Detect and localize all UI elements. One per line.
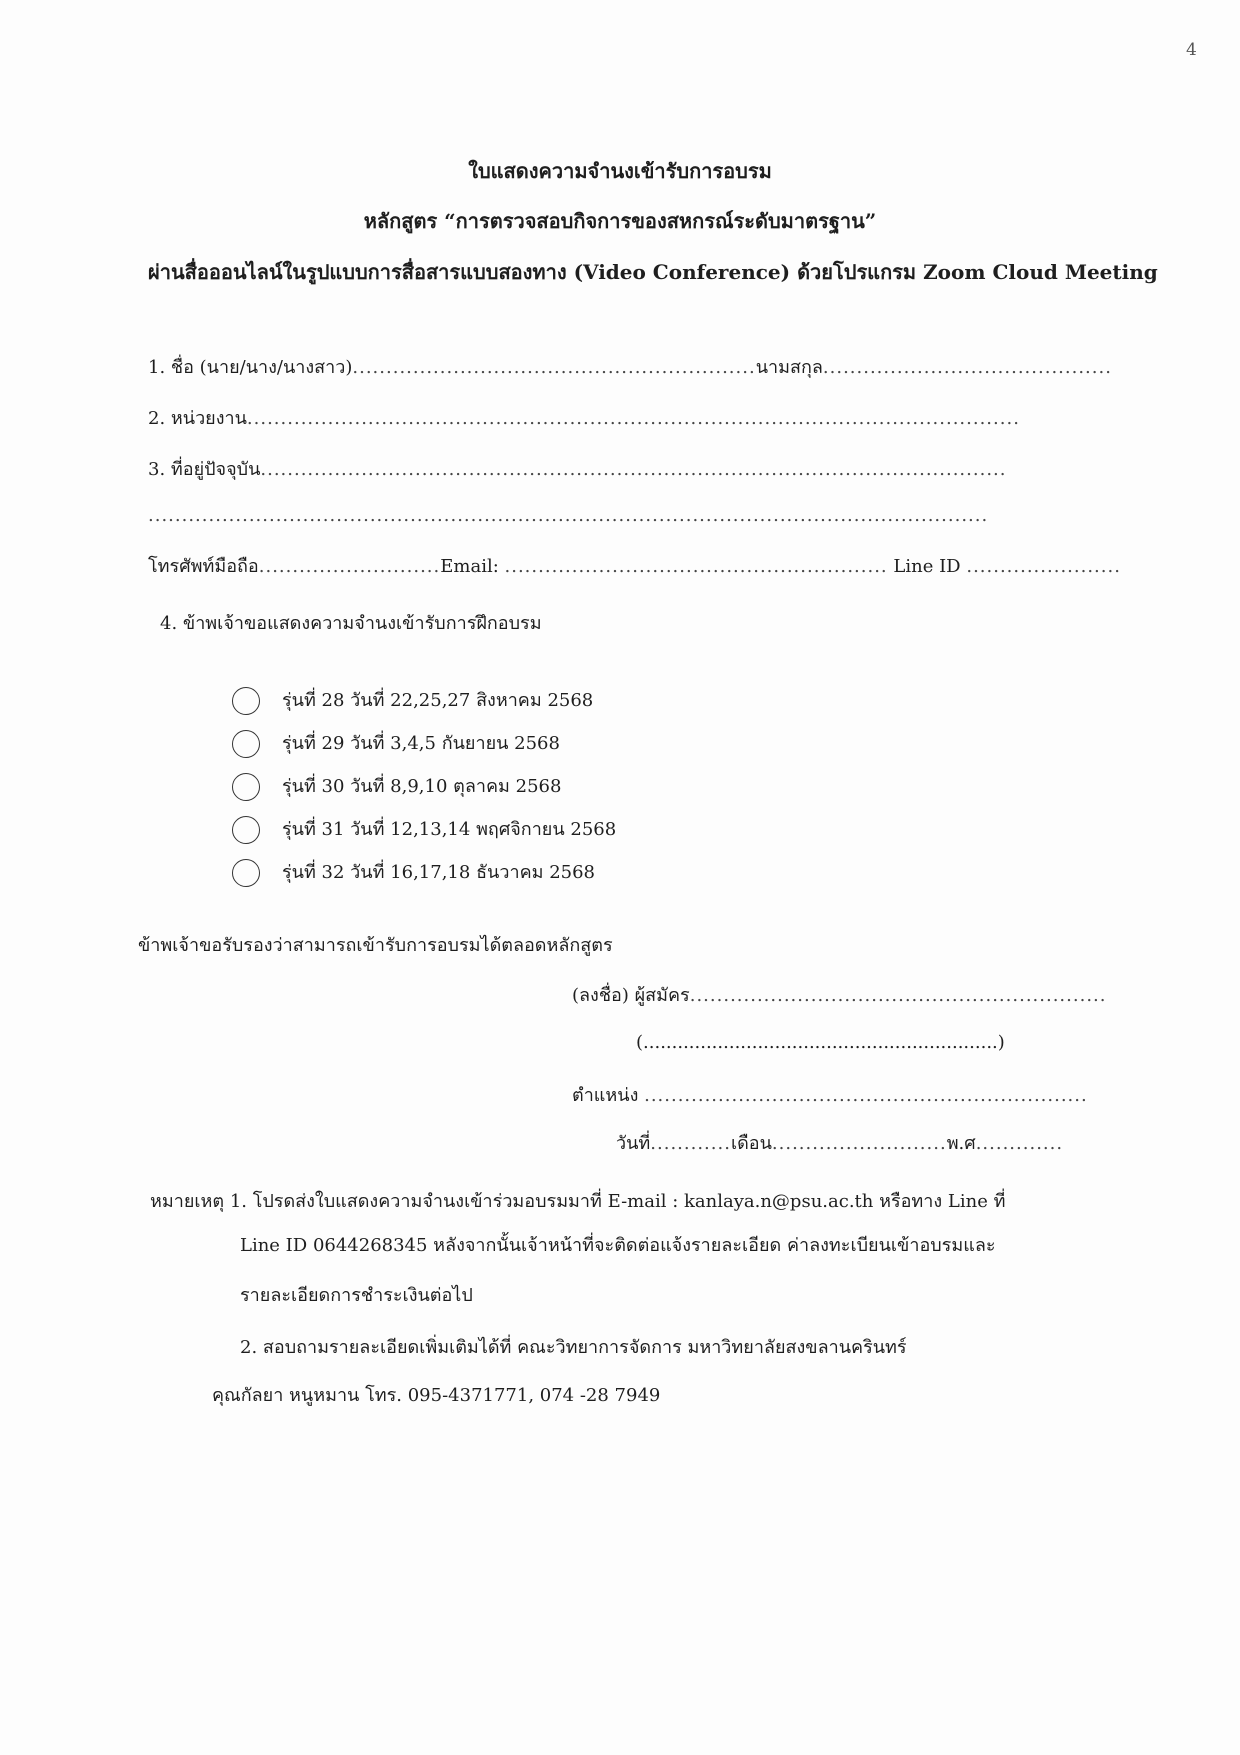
- note-2-line-1: 2. สอบถามรายละเอียดเพิ่มเติมได้ที่ คณะวิทยาการจัดการ มหาวิทยาลัยสงขลานครินทร์: [240, 1337, 907, 1358]
- agency-row: [148, 403, 1020, 432]
- position-row: [572, 1080, 1088, 1109]
- delivery-subtitle: ผ่านสื่อออนไลน์ในรูปแบบการสื่อสารแบบสองทาง (Video Conference) ด้วยโปรแกรม Zoom Cloud Meeting: [148, 260, 1158, 284]
- note-1-line-3: รายละเอียดการชำระเงินต่อไป: [240, 1285, 473, 1306]
- option-label-32: รุ่นที่ 32 วันที่ 16,17,18 ธันวาคม 2568: [282, 862, 596, 883]
- name-label: 1. ชื่อ (นาย/นาง/นางสาว): [148, 357, 353, 378]
- address-row-2: [148, 505, 988, 526]
- radio-option-32[interactable]: [232, 859, 260, 887]
- agency-field[interactable]: ...................................................................................................................: [246, 408, 1020, 429]
- certify-statement: ข้าพเจ้าขอรับรองว่าสามารถเข้ารับการอบรมได้ตลอดหลักสูตร: [138, 935, 613, 956]
- mobile-label: โทรศัพท์มือถือ: [148, 556, 259, 577]
- option-row-31[interactable]: [232, 814, 616, 844]
- signature-row: [572, 980, 1106, 1009]
- option-label-30: รุ่นที่ 30 วันที่ 8,9,10 ตุลาคม 2568: [282, 776, 562, 797]
- month-label: เดือน: [730, 1133, 772, 1154]
- option-row-30[interactable]: [232, 771, 561, 801]
- address-row: [148, 454, 1006, 483]
- signature-label: (ลงชื่อ) ผู้สมัคร: [572, 985, 690, 1006]
- name-field[interactable]: ............................................................: [352, 357, 756, 378]
- option-row-28[interactable]: [232, 685, 593, 715]
- section4-label: 4. ข้าพเจ้าขอแสดงความจำนงเข้ารับการฝึกอบรม: [160, 613, 542, 634]
- radio-option-29[interactable]: [232, 730, 260, 758]
- name-row: [148, 352, 1112, 381]
- mobile-field[interactable]: ...........................: [258, 556, 441, 577]
- note-1-line-2: Line ID 0644268345 หลังจากนั้นเจ้าหน้าที่จะติดต่อแจ้งรายละเอียด ค่าลงทะเบียนเข้าอบรมและ: [240, 1235, 996, 1256]
- address-field-2[interactable]: .............................................................................................................................: [148, 505, 989, 526]
- option-label-29: รุ่นที่ 29 วันที่ 3,4,5 กันยายน 2568: [282, 733, 560, 754]
- contact-row: [148, 551, 1121, 580]
- month-field[interactable]: ..........................: [771, 1133, 947, 1154]
- radio-option-31[interactable]: [232, 816, 260, 844]
- page-number: 4: [1186, 40, 1197, 60]
- year-label: พ.ศ: [946, 1133, 976, 1154]
- agency-label: 2. หน่วยงาน: [148, 408, 247, 429]
- note-2-line-2: คุณกัลยา หนูหมาน โทร. 095-4371771, 074 -28 7949: [212, 1385, 661, 1406]
- year-field[interactable]: .............: [975, 1133, 1064, 1154]
- line-id-field[interactable]: .......................: [966, 556, 1121, 577]
- option-label-31: รุ่นที่ 31 วันที่ 12,13,14 พฤศจิกายน 2568: [282, 819, 617, 840]
- address-field[interactable]: ...............................................................................................................: [260, 459, 1007, 480]
- surname-label: นามสกุล: [755, 357, 823, 378]
- email-label: Email:: [440, 556, 499, 577]
- printed-name-field[interactable]: (..............................................................): [636, 1032, 1005, 1053]
- option-row-32[interactable]: [232, 857, 595, 887]
- signature-field[interactable]: ..............................................................: [689, 985, 1107, 1006]
- option-row-29[interactable]: [232, 728, 560, 758]
- day-field[interactable]: ............: [650, 1133, 731, 1154]
- course-title: หลักสูตร “การตรวจสอบกิจการของสหกรณ์ระดับมาตรฐาน”: [363, 209, 877, 233]
- option-label-28: รุ่นที่ 28 วันที่ 22,25,27 สิงหาคม 2568: [282, 690, 594, 711]
- form-title: ใบแสดงความจำนงเข้ารับการอบรม: [468, 159, 772, 183]
- radio-option-30[interactable]: [232, 773, 260, 801]
- email-field[interactable]: .........................................................: [504, 556, 888, 577]
- line-id-label: Line ID: [893, 556, 961, 577]
- position-label: ตำแหน่ง: [572, 1085, 639, 1106]
- surname-field[interactable]: ...........................................: [822, 357, 1112, 378]
- date-label: วันที่: [616, 1133, 651, 1154]
- position-field[interactable]: ..................................................................: [644, 1085, 1088, 1106]
- address-label: 3. ที่อยู่ปัจจุบัน: [148, 459, 261, 480]
- date-row: [616, 1128, 1063, 1157]
- radio-option-28[interactable]: [232, 687, 260, 715]
- note-1-line-1: หมายเหตุ 1. โปรดส่งใบแสดงความจำนงเข้าร่วมอบรมมาที่ E-mail : kanlaya.n@psu.ac.th หรือทาง Line ที่: [150, 1191, 1006, 1212]
